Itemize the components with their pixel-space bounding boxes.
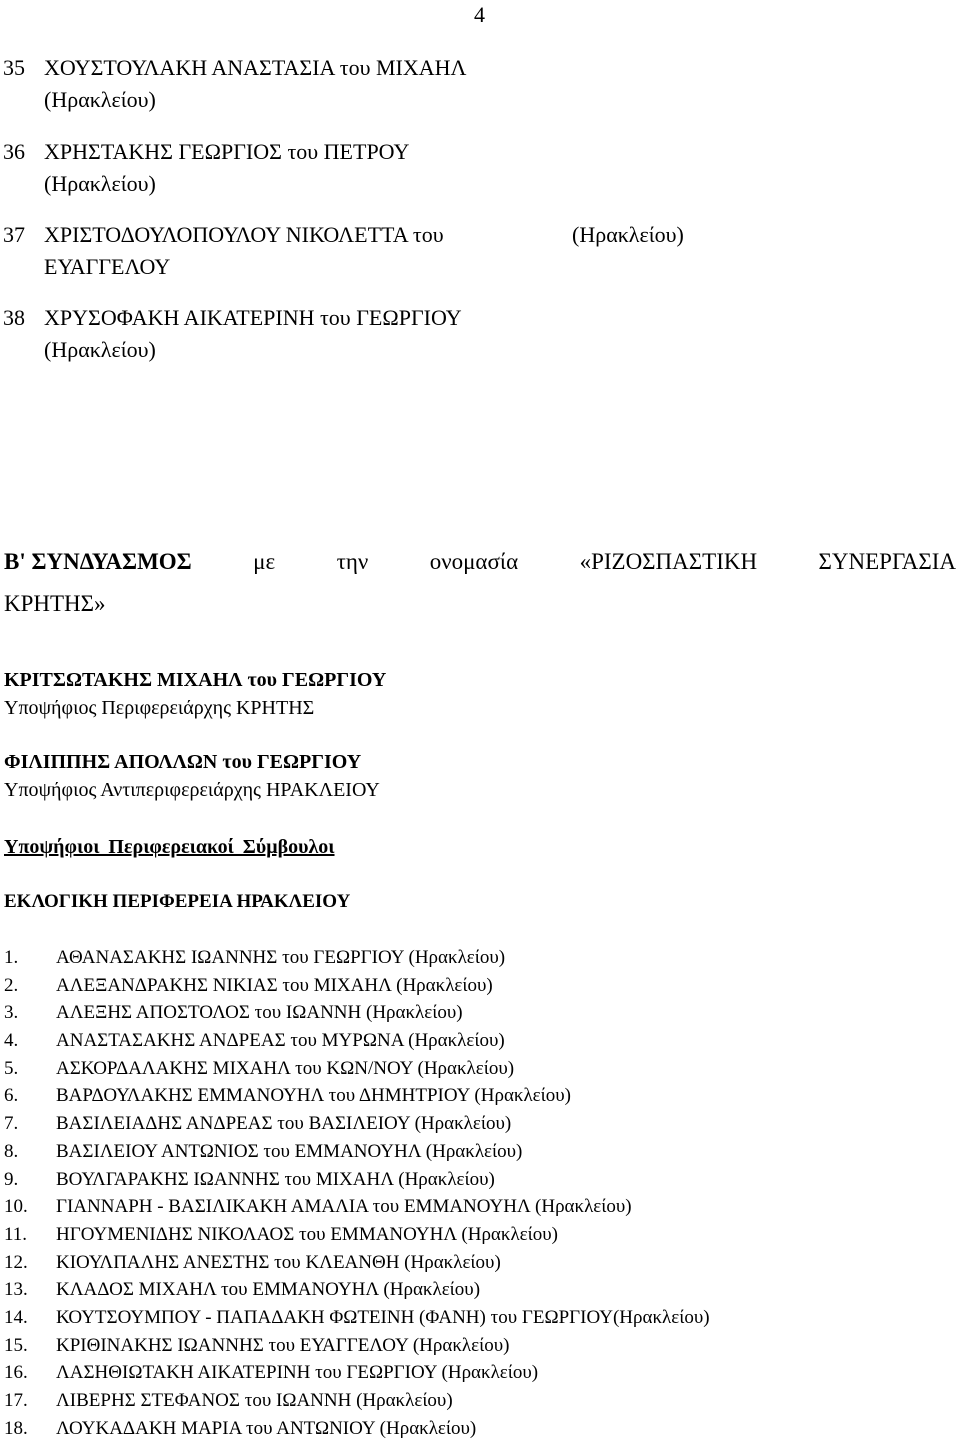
list-item-number: 12. <box>4 1251 28 1273</box>
list-item-number: 7. <box>4 1113 19 1135</box>
candidate-number: 37 <box>3 222 25 247</box>
list-item-text: ΒΑΣΙΛΕΙΑΔΗΣ ΑΝΔΡΕΑΣ του ΒΑΣΙΛΕΙΟΥ (Ηρακλείου) <box>56 1113 512 1135</box>
list-item-number: 13. <box>4 1279 28 1301</box>
coalition-prefix: Β' ΣΥΝΔΥΑΣΜΟΣ <box>4 549 192 574</box>
list-item-text: ΒΑΣΙΛΕΙΟΥ ΑΝΤΩΝΙΟΣ του ΕΜΜΑΝΟΥΗΛ (Ηρακλείου) <box>56 1140 523 1162</box>
list-item-text: ΑΣΚΟΡΔΑΛΑΚΗΣ ΜΙΧΑΗΛ του ΚΩΝ/ΝΟΥ (Ηρακλείου) <box>56 1057 515 1079</box>
coalition-heading-line2: ΚΡΗΤΗΣ» <box>4 591 106 616</box>
list-item-text: ΚΟΥΤΣΟΥΜΠΟΥ - ΠΑΠΑΔΑΚΗ ΦΩΤΕΙΝΗ (ΦΑΝΗ) του ΓΕΩΡΓΙΟΥ(Ηρακλείου) <box>56 1306 710 1328</box>
coalition-word: με <box>253 549 276 574</box>
list-item-number: 5. <box>4 1057 19 1079</box>
list-item-number: 15. <box>4 1334 28 1356</box>
list-item-number: 9. <box>4 1168 19 1190</box>
councillors-heading: Υποψήφιοι Περιφερειακοί Σύμβουλοι <box>4 836 335 858</box>
candidate-location: (Ηρακλείου) <box>44 171 156 196</box>
list-item-number: 3. <box>4 1002 19 1024</box>
coalition-word: «ΡΙΖΟΣΠΑΣΤΙΚΗ <box>579 549 758 574</box>
candidate-name: ΧΡΗΣΤΑΚΗΣ ΓΕΩΡΓΙΟΣ του ΠΕΤΡΟΥ <box>44 139 410 164</box>
candidate-name: ΧΡΙΣΤΟΔΟΥΛΟΠΟΥΛΟΥ ΝΙΚΟΛΕΤΤΑ του <box>44 222 444 247</box>
list-item-text: ΓΙΑΝΝΑΡΗ - ΒΑΣΙΛΙΚΑΚΗ ΑΜΑΛΙΑ του ΕΜΜΑΝΟΥΗΛ (Ηρακλείου) <box>56 1196 632 1218</box>
list-item-text: ΑΛΕΞΑΝΔΡΑΚΗΣ ΝΙΚΙΑΣ του ΜΙΧΑΗΛ (Ηρακλείου) <box>56 974 493 996</box>
region-heading: ΕΚΛΟΓΙΚΗ ΠΕΡΙΦΕΡΕΙΑ ΗΡΑΚΛΕΙΟΥ <box>4 891 351 912</box>
page-number: 4 <box>474 2 485 27</box>
list-item-text: ΛΙΒΕΡΗΣ ΣΤΕΦΑΝΟΣ του ΙΩΑΝΝΗ (Ηρακλείου) <box>56 1390 453 1411</box>
list-item-number: 17. <box>4 1390 28 1411</box>
candidate-location: (Ηρακλείου) <box>572 222 684 247</box>
coalition-word: ΣΥΝΕΡΓΑΣΙΑ <box>818 549 956 574</box>
candidate-location: (Ηρακλείου) <box>44 337 156 362</box>
candidate-location: (Ηρακλείου) <box>44 87 156 112</box>
vice-governor-name: ΦΙΛΙΠΠΗΣ ΑΠΟΛΛΩΝ του ΓΕΩΡΓΙΟΥ <box>4 751 362 773</box>
candidate-name: ΧΟΥΣΤΟΥΛΑΚΗ ΑΝΑΣΤΑΣΙΑ του ΜΙΧΑΗΛ <box>44 55 467 80</box>
list-item-text: ΛΑΣΗΘΙΩΤΑΚΗ ΑΙΚΑΤΕΡΙΝΗ του ΓΕΩΡΓΙΟΥ (Ηρακλείου) <box>56 1362 539 1384</box>
list-item-text: ΒΟΥΛΓΑΡΑΚΗΣ ΙΩΑΝΝΗΣ του ΜΙΧΑΗΛ (Ηρακλείου) <box>56 1168 495 1190</box>
list-item-number: 4. <box>4 1030 19 1052</box>
list-item-number: 1. <box>4 947 19 968</box>
list-item-text: ΗΓΟΥΜΕΝΙΔΗΣ ΝΙΚΟΛΑΟΣ του ΕΜΜΑΝΟΥΗΛ (Ηρακλείου) <box>56 1223 558 1245</box>
candidate-number: 35 <box>3 55 25 80</box>
candidate-number: 38 <box>3 305 25 330</box>
candidate-name: ΧΡΥΣΟΦΑΚΗ ΑΙΚΑΤΕΡΙΝΗ του ΓΕΩΡΓΙΟΥ <box>44 305 462 330</box>
regional-governor <box>4 666 386 722</box>
coalition-word: την <box>336 549 369 574</box>
coalition-word: ονομασία <box>429 549 519 574</box>
list-item-text: ΑΘΑΝΑΣΑΚΗΣ ΙΩΑΝΝΗΣ του ΓΕΩΡΓΙΟΥ (Ηρακλείου) <box>56 947 506 968</box>
list-item-text: ΚΡΙΘΙΝΑΚΗΣ ΙΩΑΝΝΗΣ του ΕΥΑΓΓΕΛΟΥ (Ηρακλείου) <box>56 1334 510 1356</box>
candidate-name-continued: ΕΥΑΓΓΕΛΟΥ <box>44 254 171 279</box>
list-item-number: 11. <box>4 1223 28 1245</box>
list-item-number: 8. <box>4 1140 19 1162</box>
list-item-text: ΚΙΟΥΛΠΑΛΗΣ ΑΝΕΣΤΗΣ του ΚΛΕΑΝΘΗ (Ηρακλείου) <box>56 1251 501 1273</box>
list-item-text: ΑΝΑΣΤΑΣΑΚΗΣ ΑΝΔΡΕΑΣ του ΜΥΡΩΝΑ (Ηρακλείου) <box>56 1030 505 1052</box>
list-item-text: ΒΑΡΔΟΥΛΑΚΗΣ ΕΜΜΑΝΟΥΗΛ του ΔΗΜΗΤΡΙΟΥ (Ηρακλείου) <box>56 1085 572 1107</box>
list-item-number: 6. <box>4 1085 19 1107</box>
list-item-text: ΛΟΥΚΑΔΑΚΗ ΜΑΡΙΑ του ΑΝΤΩΝΙΟΥ (Ηρακλείου) <box>56 1417 477 1439</box>
list-item-number: 16. <box>4 1362 28 1384</box>
coalition-heading-line1 <box>4 549 956 575</box>
vice-governor-title: Υποψήφιος Αντιπεριφερειάρχης ΗΡΑΚΛΕΙΟΥ <box>4 779 380 801</box>
list-item-number: 18. <box>4 1417 28 1439</box>
candidate-number: 36 <box>3 139 25 164</box>
list-item-number: 2. <box>4 974 19 996</box>
vice-governor <box>4 748 380 804</box>
governor-title: Υποψήφιος Περιφερειάρχης ΚΡΗΤΗΣ <box>4 697 315 719</box>
list-item-text: ΚΛΑΔΟΣ ΜΙΧΑΗΛ του ΕΜΜΑΝΟΥΗΛ (Ηρακλείου) <box>56 1279 481 1301</box>
list-item-text: ΑΛΕΞΗΣ ΑΠΟΣΤΟΛΟΣ του ΙΩΑΝΝΗ (Ηρακλείου) <box>56 1002 463 1024</box>
list-item-number: 14. <box>4 1306 28 1328</box>
governor-name: ΚΡΙΤΣΩΤΑΚΗΣ ΜΙΧΑΗΛ του ΓΕΩΡΓΙΟΥ <box>4 669 387 691</box>
list-item-number: 10. <box>4 1196 28 1218</box>
